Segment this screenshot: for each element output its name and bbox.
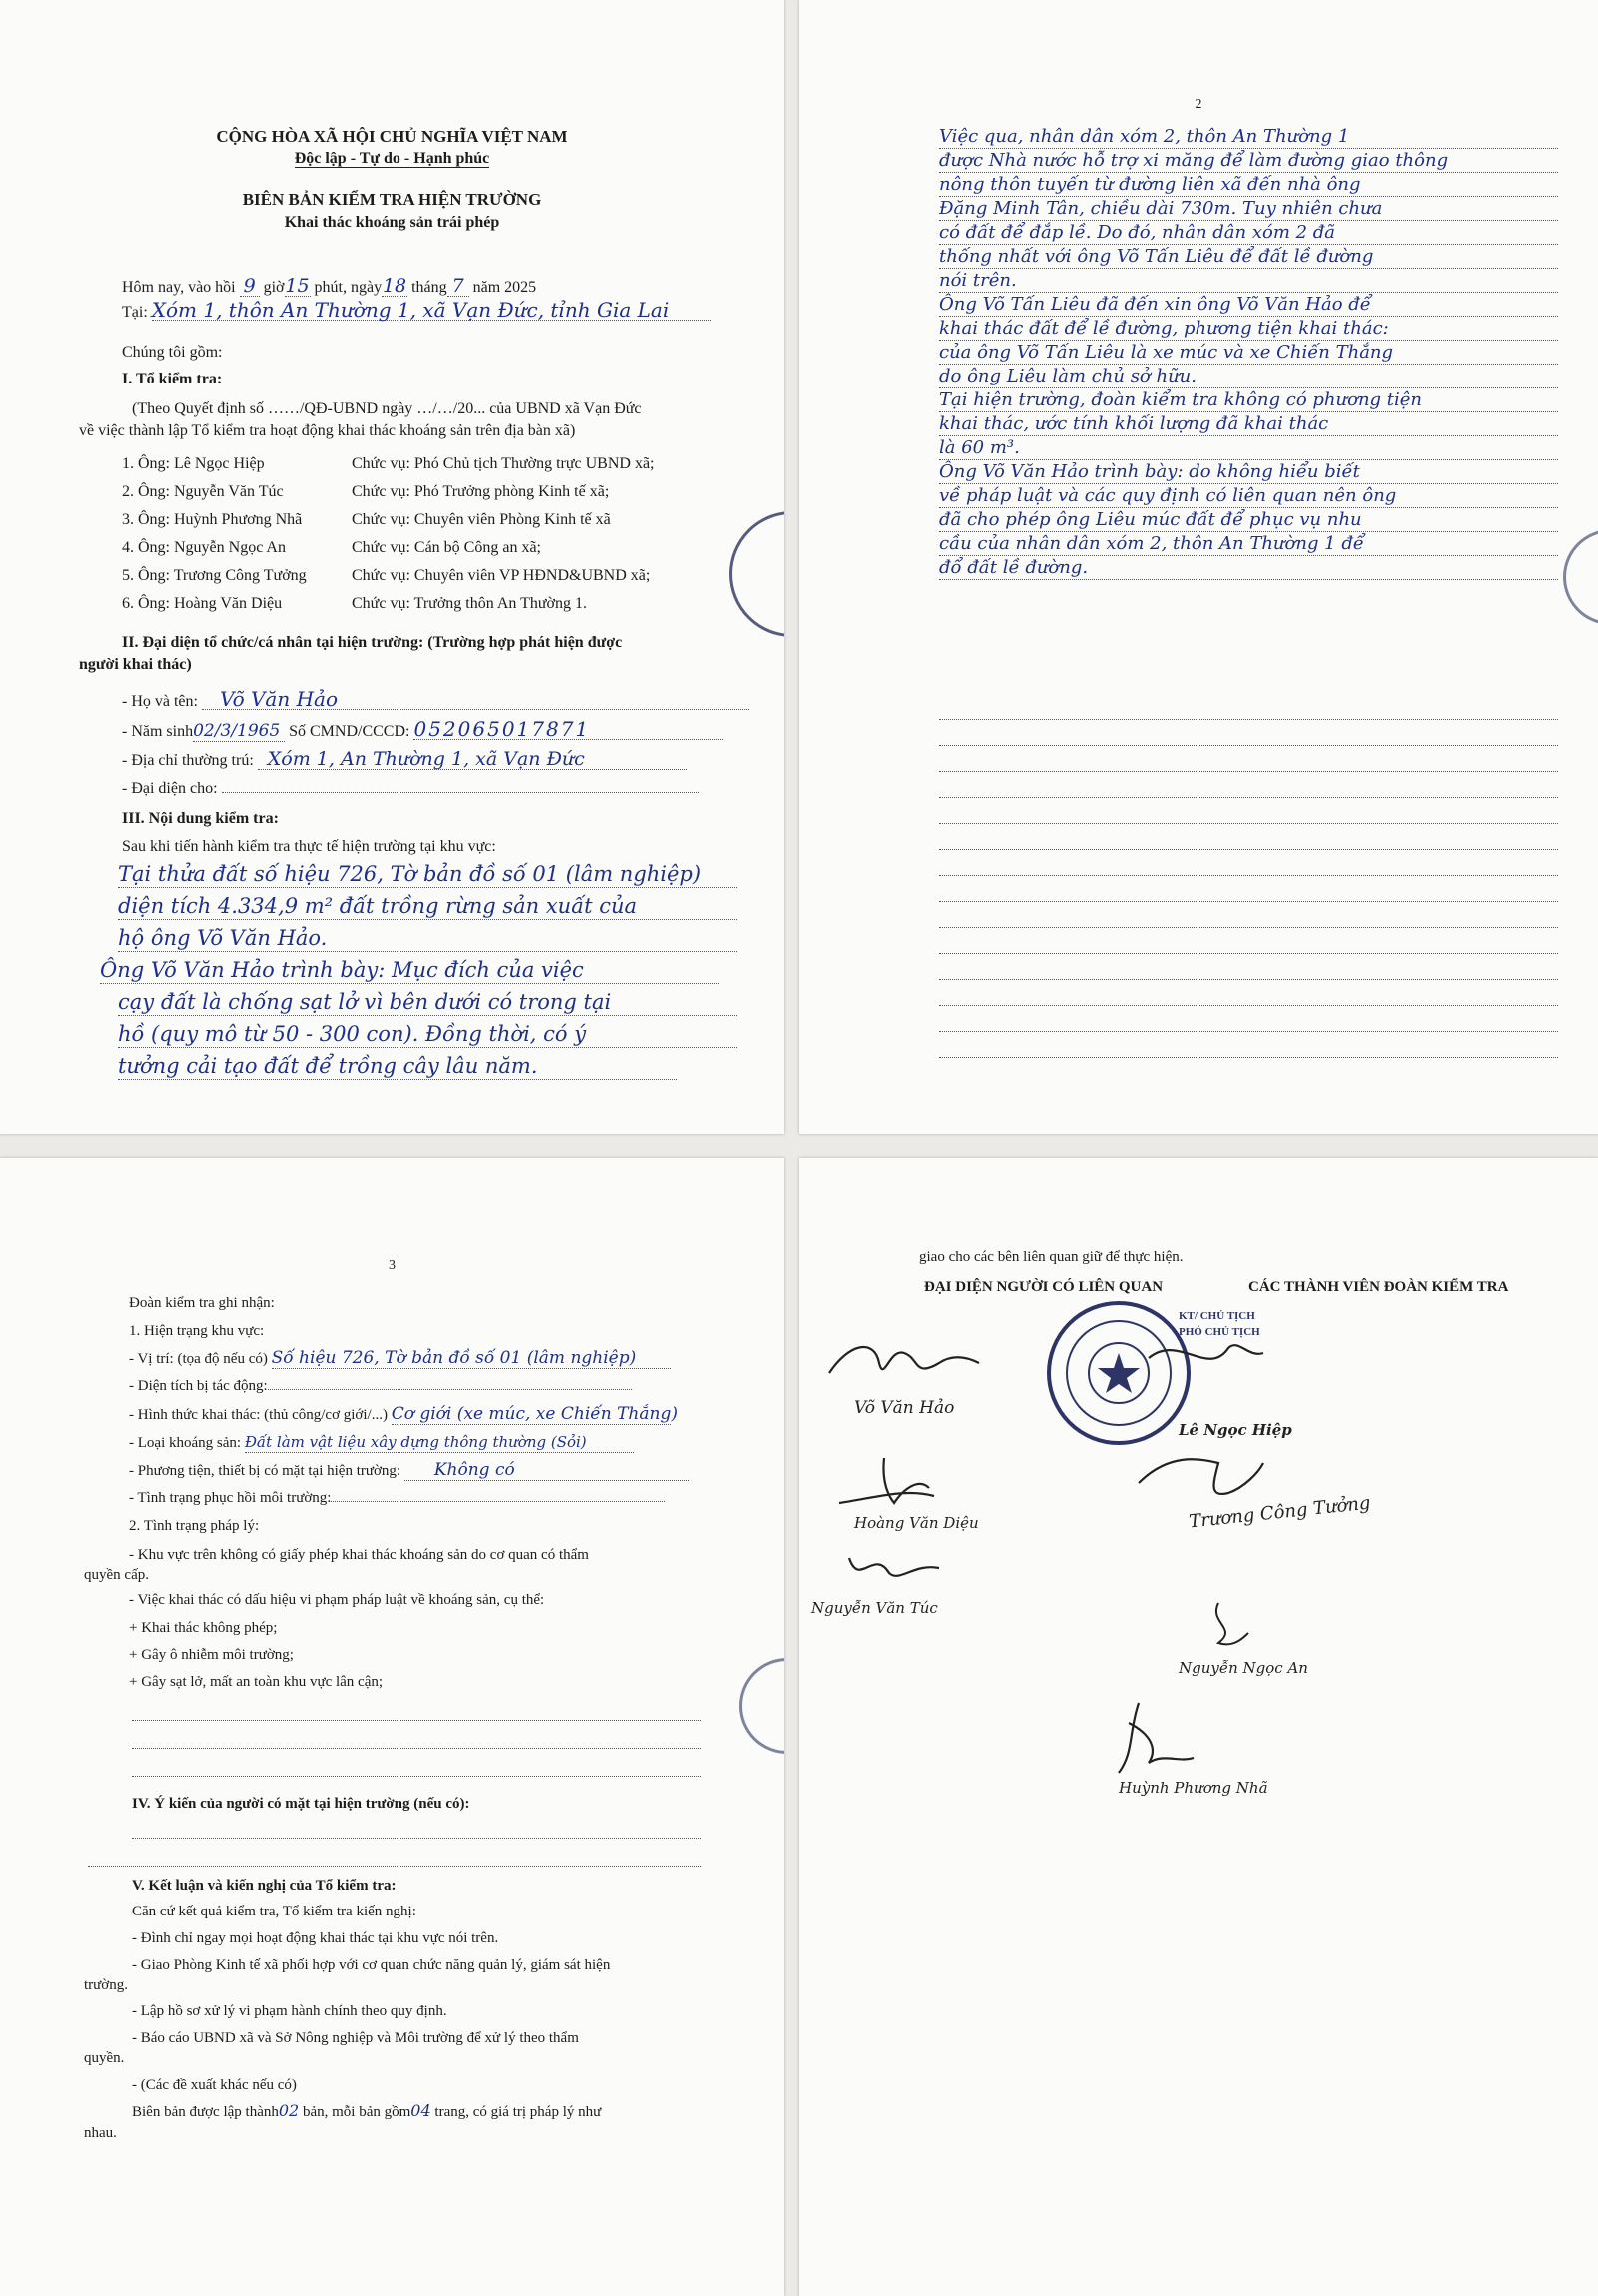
- handwritten-line: Tại thửa đất số hiệu 726, Tờ bản đồ số 01 (lâm nghiệp): [118, 861, 737, 888]
- signer-name-1: Võ Văn Hảo: [854, 1398, 955, 1418]
- conclusion-4-cont: quyền.: [84, 2050, 125, 2066]
- blank-line: [132, 1748, 701, 1749]
- doc-subtitle: Khai thác khoáng sản trái phép: [284, 214, 500, 231]
- signer-name-7: Huỳnh Phương Nhã: [1119, 1779, 1268, 1797]
- signer-name-2: Hoàng Văn Diệu: [854, 1514, 979, 1532]
- signature-le-ngoc-hiep: [1129, 1328, 1268, 1388]
- signature-vo-van-hao: [819, 1333, 989, 1403]
- page-number: 3: [389, 1258, 396, 1273]
- handwritten-line: của ông Võ Tấn Liêu là xe múc và xe Chiến Thắng: [939, 342, 1558, 365]
- legal-item-2: - Việc khai thác có dấu hiệu vi phạm pháp luật về khoáng sản, cụ thể:: [129, 1592, 545, 1608]
- blank-line: [939, 875, 1558, 876]
- blank-line: [939, 849, 1558, 850]
- blank-line: [939, 719, 1558, 720]
- section1-title: I. Tổ kiểm tra:: [122, 371, 223, 387]
- closing-line: Biên bản được lập thành02 bản, mỗi bản gồm04 trang, có giá trị pháp lý như: [132, 2101, 602, 2120]
- member-role: Chức vụ: Phó Chủ tịch Thường trực UBND xã;: [352, 455, 655, 472]
- signature-huynh-phuong-nha: [1099, 1693, 1228, 1783]
- signature-nguyen-van-tuc: [819, 1538, 959, 1598]
- site-status-title: 1. Hiện trạng khu vực:: [129, 1323, 265, 1339]
- legal-item-5: + Gây sạt lở, mất an toàn khu vực lân cận;: [129, 1674, 384, 1690]
- method-line: - Hình thức khai thác: (thủ công/cơ giới/...) Cơ giới (xe múc, xe Chiến Thắng): [129, 1404, 678, 1424]
- member-role: Chức vụ: Cán bộ Công an xã;: [352, 539, 541, 556]
- signer-name-6: Nguyễn Ngọc An: [1179, 1659, 1308, 1677]
- fullname-line: - Họ và tên: Võ Văn Hảo: [122, 689, 749, 712]
- handwritten-line: thống nhất với ông Võ Tấn Liêu để đất lề đường: [939, 246, 1558, 269]
- section3-title: III. Nội dung kiểm tra:: [122, 810, 279, 827]
- area-line: - Diện tích bị tác động:: [129, 1376, 632, 1396]
- we-include: Chúng tôi gồm:: [122, 344, 223, 361]
- legal-item-3: + Khai thác không phép;: [129, 1620, 278, 1636]
- page-3: [0, 1158, 784, 2296]
- seal-partial: [739, 1658, 784, 1754]
- conclusion-3: - Lập hồ sơ xử lý vi phạm hành chính theo quy định.: [132, 2003, 447, 2019]
- blank-line: [132, 1720, 701, 1721]
- blank-line: [939, 771, 1558, 772]
- blank-line: [939, 979, 1558, 980]
- blank-line: [939, 823, 1558, 824]
- member-role: Chức vụ: Trưởng thôn An Thường 1.: [352, 595, 588, 612]
- member-role: Chức vụ: Chuyên viên VP HĐND&UBND xã;: [352, 567, 651, 584]
- handwritten-line: diện tích 4.334,9 m² đất trồng rừng sản xuất của: [118, 893, 737, 920]
- decision-line-1: (Theo Quyết định số ……/QĐ-UBND ngày …/…/20... của UBND xã Vạn Đức: [132, 400, 642, 417]
- national-title: CỘNG HÒA XÃ HỘI CHỦ NGHĨA VIỆT NAM: [216, 127, 568, 146]
- signer-name-3: Lê Ngọc Hiệp: [1179, 1421, 1292, 1439]
- address-line: - Địa chỉ thường trú: Xóm 1, An Thường 1, xã Vạn Đức: [122, 749, 687, 771]
- member-name: 2. Ông: Nguyễn Văn Túc: [122, 483, 284, 500]
- member-name: 5. Ông: Trương Công Tưởng: [122, 567, 307, 584]
- handwritten-line: Đặng Minh Tân, chiều dài 730m. Tuy nhiên chưa: [939, 198, 1558, 221]
- conclusion-2-cont: trường.: [84, 1977, 128, 1993]
- blank-line: [88, 1866, 701, 1867]
- handwritten-line: Ông Võ Văn Hảo trình bày: Mục đích của việc: [100, 957, 719, 984]
- handwritten-line: hộ ông Võ Văn Hảo.: [118, 925, 737, 952]
- handwritten-line: tưởng cải tạo đất để trồng cây lâu năm.: [118, 1053, 677, 1080]
- conclusion-1: - Đình chỉ ngay mọi hoạt động khai thác tại khu vực nói trên.: [132, 1930, 499, 1946]
- related-party-heading: ĐẠI DIỆN NGƯỜI CÓ LIÊN QUAN: [924, 1279, 1164, 1295]
- conclusion-4: - Báo cáo UBND xã và Sở Nông nghiệp và Môi trường để xử lý theo thẩm: [132, 2030, 579, 2046]
- blank-line: [939, 1005, 1558, 1006]
- handwritten-line: được Nhà nước hỗ trợ xi măng để làm đường giao thông: [939, 150, 1558, 173]
- date-line: Hôm nay, vào hồi 9 giờ15 phút, ngày18 tháng 7 năm 2025: [122, 275, 537, 297]
- handwritten-line: Ông Võ Văn Hảo trình bày: do không hiểu biết: [939, 461, 1558, 484]
- distribution-note: giao cho các bên liên quan giữ để thực hiện.: [919, 1249, 1184, 1265]
- doc-title: BIÊN BẢN KIỂM TRA HIỆN TRƯỜNG: [242, 190, 542, 209]
- record-intro: Đoàn kiểm tra ghi nhận:: [129, 1295, 275, 1311]
- member-role: Chức vụ: Chuyên viên Phòng Kinh tế xã: [352, 511, 611, 528]
- handwritten-line: khai thác đất để lề đường, phương tiện khai thác:: [939, 318, 1558, 341]
- blank-line: [939, 1057, 1558, 1058]
- stamp-line-1: KT/ CHỦ TỊCH: [1179, 1310, 1255, 1322]
- section2-title: II. Đại diện tổ chức/cá nhân tại hiện trường: (Trường hợp phát hiện được: [122, 634, 623, 651]
- section3-intro: Sau khi tiến hành kiểm tra thực tế hiện trường tại khu vực:: [122, 838, 496, 855]
- page-2: [799, 0, 1598, 1134]
- page-4: [799, 1158, 1598, 2296]
- legal-item-1-cont: quyền cấp.: [84, 1567, 149, 1583]
- blank-line: [939, 927, 1558, 928]
- seal-partial: [729, 511, 784, 637]
- handwritten-line: cầu của nhân dân xóm 2, thôn An Thường 1 để: [939, 533, 1558, 556]
- equipment-line: - Phương tiện, thiết bị có mặt tại hiện trường: Không có: [129, 1460, 689, 1481]
- handwritten-line: Việc qua, nhân dân xóm 2, thôn An Thường 1: [939, 126, 1558, 149]
- blank-line: [132, 1838, 701, 1839]
- member-name: 4. Ông: Nguyễn Ngọc An: [122, 539, 286, 556]
- representative-line: - Đại diện cho:: [122, 779, 699, 799]
- handwritten-line: đã cho phép ông Liêu múc đất để phục vụ nhu: [939, 509, 1558, 532]
- signature-nguyen-ngoc-an: [1189, 1598, 1268, 1658]
- legal-title: 2. Tình trạng pháp lý:: [129, 1518, 260, 1534]
- handwritten-line: về pháp luật và các quy định có liên quan nên ông: [939, 485, 1558, 508]
- stamp-line-2: PHÓ CHỦ TỊCH: [1179, 1326, 1260, 1338]
- handwritten-line: nói trên.: [939, 270, 1558, 293]
- position-line: - Vị trí: (tọa độ nếu có) Số hiệu 726, Tờ bản đồ số 01 (lâm nghiệp): [129, 1348, 671, 1369]
- seal-partial: [1563, 529, 1598, 625]
- decision-line-2: về việc thành lập Tổ kiểm tra hoạt động khai thác khoáng sản trên địa bàn xã): [79, 422, 576, 439]
- member-role: Chức vụ: Phó Trưởng phòng Kinh tế xã;: [352, 483, 610, 500]
- signature-truong-cong-tuong: [1129, 1443, 1268, 1513]
- handwritten-line: khai thác, ước tính khối lượng đã khai thác: [939, 413, 1558, 436]
- handwritten-line: đổ đất lề đường.: [939, 557, 1558, 580]
- blank-line: [939, 745, 1558, 746]
- handwritten-line: hồ (quy mô từ 50 - 300 con). Đồng thời, có ý: [118, 1021, 737, 1048]
- handwritten-line: nông thôn tuyến từ đường liên xã đến nhà ông: [939, 174, 1558, 197]
- signer-name-5: Nguyễn Văn Túc: [811, 1599, 938, 1617]
- conclusion-2: - Giao Phòng Kinh tế xã phối hợp với cơ quan chức năng quản lý, giám sát hiện: [132, 1957, 611, 1973]
- conclusion-5: - (Các đề xuất khác nếu có): [132, 2077, 297, 2093]
- handwritten-line: do ông Liêu làm chủ sở hữu.: [939, 366, 1558, 388]
- env-line: - Tình trạng phục hồi môi trường:: [129, 1488, 665, 1508]
- member-name: 1. Ông: Lê Ngọc Hiệp: [122, 455, 265, 472]
- mineral-line: - Loại khoáng sản: Đất làm vật liệu xây dựng thông thường (Sỏi): [129, 1432, 634, 1453]
- section5-title: V. Kết luận và kiến nghị của Tổ kiểm tra:: [132, 1878, 397, 1894]
- member-name: 3. Ông: Huỳnh Phương Nhã: [122, 511, 303, 528]
- blank-line: [939, 797, 1558, 798]
- blank-line: [132, 1776, 701, 1777]
- handwritten-line: cạy đất là chống sạt lở vì bên dưới có trong tại: [118, 989, 737, 1016]
- legal-item-4: + Gây ô nhiễm môi trường;: [129, 1647, 294, 1663]
- inspection-team-heading: CÁC THÀNH VIÊN ĐOÀN KIỂM TRA: [1248, 1279, 1509, 1295]
- member-name: 6. Ông: Hoàng Văn Diệu: [122, 595, 283, 612]
- blank-line: [939, 901, 1558, 902]
- handwritten-line: Tại hiện trường, đoàn kiểm tra không có phương tiện: [939, 389, 1558, 412]
- signer-name-4: Trương Công Tưởng: [1188, 1492, 1372, 1533]
- handwritten-line: Ông Võ Tấn Liêu đã đến xin ông Võ Văn Hảo để: [939, 294, 1558, 317]
- blank-line: [939, 1031, 1558, 1032]
- section4-title: IV. Ý kiến của người có mặt tại hiện trường (nếu có):: [132, 1796, 470, 1812]
- motto: Độc lập - Tự do - Hạnh phúc: [294, 150, 490, 167]
- birth-line: - Năm sinh02/3/1965 Số CMND/CCCD: 052065017871: [122, 719, 723, 742]
- legal-item-1: - Khu vực trên không có giấy phép khai thác khoáng sản do cơ quan có thẩm: [129, 1547, 589, 1563]
- page-number: 2: [1195, 97, 1202, 112]
- location-line: Tại: Xóm 1, thôn An Thường 1, xã Vạn Đức, tỉnh Gia Lai: [122, 300, 711, 323]
- handwritten-line: là 60 m³.: [939, 437, 1558, 460]
- section2-title-cont: người khai thác): [79, 656, 192, 673]
- closing-line-cont: nhau.: [84, 2125, 117, 2141]
- page-1: [0, 0, 784, 1134]
- blank-line: [939, 953, 1558, 954]
- conclusion-intro: Căn cứ kết quả kiểm tra, Tổ kiểm tra kiến nghị:: [132, 1904, 416, 1919]
- handwritten-line: có đất để đắp lề. Do đó, nhân dân xóm 2 đã: [939, 222, 1558, 245]
